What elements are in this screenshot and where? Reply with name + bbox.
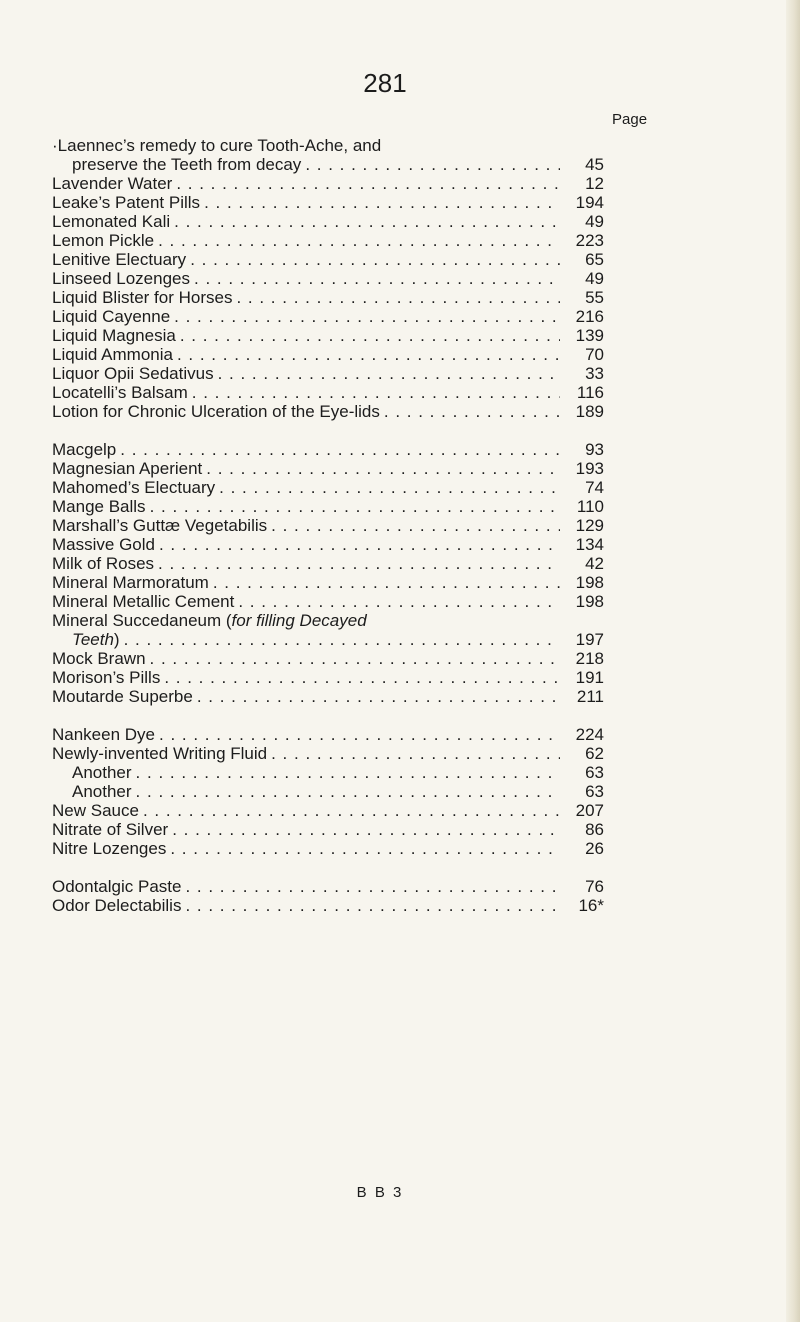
page-ref: 65 <box>585 250 604 269</box>
leader-dots <box>136 782 560 801</box>
page-ref: 193 <box>575 459 604 478</box>
index-entry: Mineral Succedaneum (for filling Decayed <box>52 611 367 630</box>
page-ref: 63 <box>585 782 604 801</box>
page-ref: 211 <box>576 687 604 706</box>
leader-dots <box>158 554 560 573</box>
page-ref: 134 <box>575 535 604 554</box>
index-entry: Another . . . 63 <box>52 782 604 801</box>
page-ref: 49 <box>585 212 604 231</box>
leader-dots <box>384 402 560 421</box>
page-ref: 139 <box>575 326 604 345</box>
page-ref: 45 <box>585 155 604 174</box>
page-ref: 74 <box>585 478 604 497</box>
leader-dots <box>271 516 560 535</box>
page-ref: 116 <box>576 383 604 402</box>
index-entry: Liquid Blister for Horses . . . 55 <box>52 288 604 307</box>
index-entry: Lemonated Kali . . . 49 <box>52 212 604 231</box>
leader-dots <box>174 307 560 326</box>
page-ref: 129 <box>575 516 604 535</box>
index-entry: Mineral Metallic Cement . . . 198 <box>52 592 604 611</box>
leader-dots <box>174 212 560 231</box>
page-ref: 26 <box>585 839 604 858</box>
page-ref: 194 <box>575 193 604 212</box>
index-section-n <box>52 725 604 858</box>
leader-dots <box>172 820 560 839</box>
index-section-m <box>52 440 604 706</box>
leader-dots <box>180 326 560 345</box>
section-gap <box>52 706 604 725</box>
page-ref: 189 <box>575 402 604 421</box>
leader-dots <box>271 744 560 763</box>
page-column-label: Page <box>612 111 648 128</box>
leader-dots <box>120 440 560 459</box>
page-ref: 70 <box>585 345 604 364</box>
leader-dots <box>305 155 560 174</box>
leader-dots <box>236 288 560 307</box>
index-entry-continuation: preserve the Teeth from decay . . . 45 <box>52 155 604 174</box>
index-entry: Mineral Marmoratum . . . 198 <box>52 573 604 592</box>
leader-dots <box>159 725 560 744</box>
leader-dots <box>194 269 560 288</box>
index-entry: Lotion for Chronic Ulceration of the Eye-lids . . . 189 <box>52 402 604 421</box>
index-entry: Massive Gold . . . 134 <box>52 535 604 554</box>
page-ref: 42 <box>585 554 604 573</box>
page-ref: 197 <box>575 630 604 649</box>
index-section-l <box>52 136 604 421</box>
index-entry: Another . . . 63 <box>52 763 604 782</box>
index-entry: Milk of Roses . . . 42 <box>52 554 604 573</box>
leader-dots <box>219 478 560 497</box>
index-entry: Nankeen Dye . . . 224 <box>52 725 604 744</box>
page-ref: 216 <box>575 307 604 326</box>
index-entry: Odontalgic Paste . . . 76 <box>52 877 604 896</box>
index-entry: Mange Balls . . . 110 <box>52 497 604 516</box>
index-list <box>52 136 604 915</box>
index-entry: Macgelp . . . 93 <box>52 440 604 459</box>
leader-dots <box>190 250 560 269</box>
page-ref: 12 <box>585 174 604 193</box>
leader-dots <box>197 687 560 706</box>
leader-dots <box>159 535 560 554</box>
page-ref: 110 <box>576 497 604 516</box>
index-entry: Liquid Magnesia . . . 139 <box>52 326 604 345</box>
page-ref: 223 <box>575 231 604 250</box>
page-edge <box>786 0 800 1322</box>
index-entry: Marshall’s Guttæ Vegetabilis . . . 129 <box>52 516 604 535</box>
index-entry: Moutarde Superbe . . . 211 <box>52 687 604 706</box>
page-number: 281 <box>363 68 407 98</box>
page-ref: 198 <box>575 573 604 592</box>
leader-dots <box>218 364 560 383</box>
leader-dots <box>143 801 560 820</box>
index-entry: Nitrate of Silver . . . 86 <box>52 820 604 839</box>
leader-dots <box>213 573 560 592</box>
page-ref: 76 <box>585 877 604 896</box>
section-gap <box>52 858 604 877</box>
index-entry: Newly-invented Writing Fluid . . . 62 <box>52 744 604 763</box>
section-gap <box>52 421 604 440</box>
page-ref: 86 <box>585 820 604 839</box>
page-ref: 49 <box>585 269 604 288</box>
index-entry: Locatelli’s Balsam . . . 116 <box>52 383 604 402</box>
leader-dots <box>238 592 560 611</box>
leader-dots <box>176 174 560 193</box>
index-entry: Mock Brawn . . . 218 <box>52 649 604 668</box>
page-ref: 191 <box>575 668 604 687</box>
index-entry: Linseed Lozenges . . . 49 <box>52 269 604 288</box>
index-entry: Nitre Lozenges . . . 26 <box>52 839 604 858</box>
page-ref: 55 <box>585 288 604 307</box>
index-entry: Liquor Opii Sedativus . . . 33 <box>52 364 604 383</box>
index-entry: ·Laennec’s remedy to cure Tooth-Ache, and <box>52 136 382 155</box>
page-ref: 63 <box>585 763 604 782</box>
signature-mark: B B 3 <box>356 1184 404 1201</box>
index-entry: Morison’s Pills . . . 191 <box>52 668 604 687</box>
leader-dots <box>185 877 560 896</box>
index-entry: Lemon Pickle . . . 223 <box>52 231 604 250</box>
leader-dots <box>150 649 560 668</box>
leader-dots <box>185 896 560 915</box>
index-entry: Lenitive Electuary . . . 65 <box>52 250 604 269</box>
page-ref: 218 <box>575 649 604 668</box>
leader-dots <box>206 459 560 478</box>
page-ref: 62 <box>585 744 604 763</box>
index-entry: Odor Delectabilis . . . 16* <box>52 896 604 915</box>
page-ref: 93 <box>585 440 604 459</box>
leader-dots <box>150 497 560 516</box>
index-entry-continuation: Teeth) . . . 197 <box>52 630 604 649</box>
leader-dots <box>170 839 560 858</box>
page-ref: 207 <box>575 801 604 820</box>
index-entry: Leake’s Patent Pills . . . 194 <box>52 193 604 212</box>
index-entry: Lavender Water . . . 12 <box>52 174 604 193</box>
index-entry: Mahomed’s Electuary . . . 74 <box>52 478 604 497</box>
leader-dots <box>158 231 560 250</box>
index-entry: Liquid Ammonia . . . 70 <box>52 345 604 364</box>
page-ref: 224 <box>575 725 604 744</box>
index-entry: Liquid Cayenne . . . 216 <box>52 307 604 326</box>
leader-dots <box>177 345 560 364</box>
page-ref: 33 <box>585 364 604 383</box>
page-ref: 198 <box>575 592 604 611</box>
leader-dots <box>164 668 560 687</box>
index-entry: New Sauce . . . 207 <box>52 801 604 820</box>
leader-dots <box>192 383 560 402</box>
leader-dots <box>204 193 560 212</box>
leader-dots <box>136 763 560 782</box>
index-section-o <box>52 877 604 915</box>
leader-dots <box>124 630 560 649</box>
page-ref: 16* <box>578 896 604 915</box>
index-entry: Magnesian Aperient . . . 193 <box>52 459 604 478</box>
